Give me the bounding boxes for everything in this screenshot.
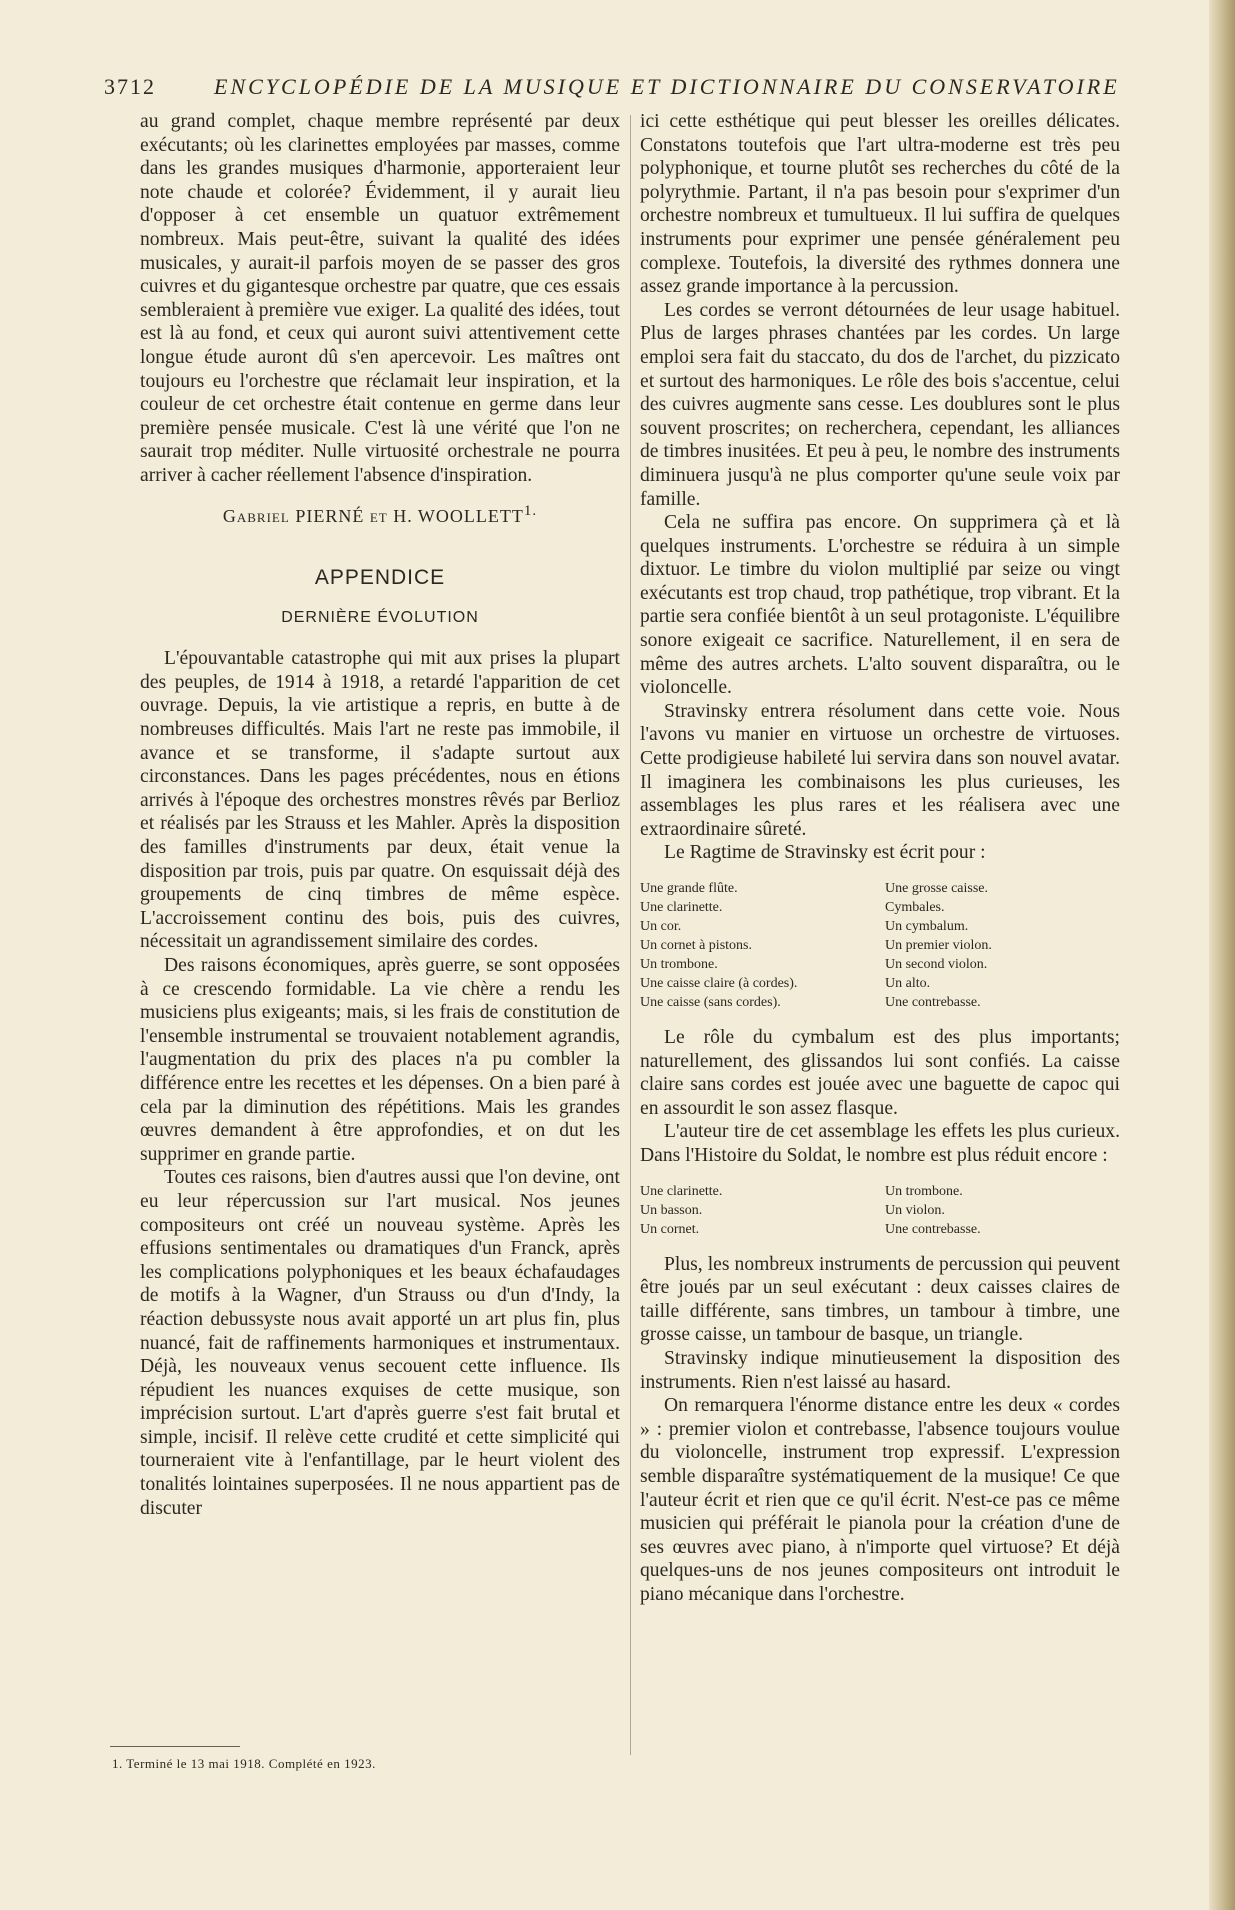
list-item: Un premier violon. [885, 938, 992, 953]
paragraph: On remarquera l'énorme distance entre les deux « cordes » : premier violon et contrebasse, l'absence toujours voulue du violoncelle, instrument trop expressif. L'expression semble disparaître systématiquement de la musique! Ce que l'auteur écrit et rien que ce qu'il écrit. N'est-ce pas ce même musicien qui préférait le pianola pour la création d'une de ses œuvres avec piano, à n'importe quel virtuose? Et déjà quelques-uns de nos jeunes compositeurs ont introduit le piano mécanique dans l'orchestre. [640, 1395, 1120, 1605]
appendix-title: APPENDICE [314, 566, 446, 590]
paragraph: Cela ne suffira pas encore. On supprimera çà et là quelques instruments. L'orchestre se réduira à un simple dixtuor. Le timbre du violon multiplié par seize ou vingt exécutants est trop chaud, trop pathétique, trop vibrant. Et la partie sera confiée bientôt à un seul protagoniste. L'équilibre sonore exigeait ce sacrifice. Naturellement, il en sera de même des autres archets. L'alto souvent disparaîtra, ou le violoncelle. [640, 512, 1120, 699]
list-item: Une contrebasse. [885, 1221, 981, 1237]
list-item: Un cornet à pistons. [640, 938, 752, 953]
paragraph: Des raisons économiques, après guerre, se sont opposées à ce crescendo formidable. La vie chère a rendu les musiciens plus exigeants; mais, si les frais de constitution de l'ensemble instrumental se trouvaient notablement agrandis, l'augmentation du prix des places n'a pu combler la différence entre les recettes et les dépenses. On a bien paré à cela par la diminution des répétitions. Mais les grandes œuvres demandent à être approfondies, et on dut les supprimer en grande partie. [140, 955, 620, 1165]
left-column [140, 110, 620, 1520]
list-item: Une clarinette. [640, 900, 723, 915]
signature-prefix: Gabriel [222, 505, 290, 526]
page-header [104, 70, 1120, 104]
list-item: Une grosse caisse. [885, 881, 989, 896]
appendix-subtitle: DERNIÈRE ÉVOLUTION [281, 608, 479, 626]
author-signature [140, 500, 620, 529]
column-divider [630, 115, 631, 1755]
paragraph: Toutes ces raisons, bien d'autres aussi que l'on devine, ont eu leur répercussion sur l'art musical. Nos jeunes compositeurs ont créé un nouveau système. Après les effusions sentimentales ou dramatiques d'un Franck, après les complications polyphoniques et les beaux échafaudages de motifs à la Wagner, d'un Strauss ou d'un d'Indy, la réaction debussyste nous avait apporté un art plus fin, plus nuancé, fait de raffinements harmoniques et instrumentaux. Déjà, les nouveaux venus secouent cette influence. Ils répudient les nuances exquises de cette musique, son imprécision surtout. L'art d'après guerre s'est fait brutal et simple, incisif. Il relève cette crudité et cette simplicité qui tourneraient vite à l'enfantillage, par le heurt violent des tonalités lointaines superposées. Il ne nous appartient pas de discuter [140, 1167, 620, 1519]
paragraph: Stravinsky indique minutieusement la disposition des instruments. Rien n'est laissé au hasard. [640, 1347, 1120, 1393]
list-item: Cymbales. [885, 900, 945, 915]
paragraph: L'épouvantable catastrophe qui mit aux prises la plupart des peuples, de 1914 à 1918, a retardé l'apparition de cet ouvrage. Depuis, la vie artistique a repris, en butte à de nombreuses difficultés. Mais l'art ne reste pas immobile, il avance et se transforme, il s'adapte surtout aux circonstances. Dans les pages précédentes, nous en étions arrivés à l'époque des orchestres monstres rêvés par Berlioz et réalisés par les Strauss et les Mahler. Après la disposition des familles d'instruments par deux, était venue la disposition par trois, puis par quatre. On esquissait déjà des groupements de cinq timbres de même espèce. L'accroissement continu des bois, puis des cuivres, nécessitait un agrandissement similaire des cordes. [140, 648, 620, 953]
signature-name-1: PIERNÉ [295, 505, 365, 526]
list-item: Une grande flûte. [640, 881, 738, 896]
signature-et: et [369, 505, 388, 526]
list-item: Une caisse (sans cordes). [640, 995, 781, 1010]
ragtime-instrument-list [640, 879, 1120, 1012]
list-item: Un trombone. [885, 1183, 963, 1199]
paragraph: Le rôle du cymbalum est des plus importants; naturellement, des glissandos lui sont confiés. La caisse claire sans cordes est jouée avec une baguette de capoc qui en assourdit le son assez flasque. [640, 1027, 1120, 1119]
paragraph: Stravinsky entrera résolument dans cette voie. Nous l'avons vu manier en virtuose un orchestre de virtuoses. Cette prodigieuse habileté lui servira dans son nouvel avatar. Il imaginera les combinaisons les plus curieuses, les assemblages les plus rares et les réalisera avec une extraordinaire sûreté. [640, 700, 1120, 840]
running-title: ENCYCLOPÉDIE DE LA MUSIQUE ET DICTIONNAIRE DU CONSERVATOIRE [214, 74, 1120, 99]
list-item: Une caisse claire (à cordes). [640, 976, 798, 991]
list-item: Un trombone. [640, 957, 718, 972]
footnote: 1. Terminé le 13 mai 1918. Complété en 1923. [112, 1756, 376, 1771]
paragraph: au grand complet, chaque membre représenté par deux exécutants; où les clarinettes employées par masses, comme dans les grandes musiques d'harmonie, apporteraient leur note chaude et colorée? Évidemment, il y aurait lieu d'opposer à cet ensemble un quatuor extrêmement nombreux. Mais peut-être, suivant la qualité des idées musicales, y aurait-il parfois moyen de se passer des gros cuivres et du gigantesque orchestre par quatre, que ces essais sembleraient à première vue exiger. La qualité des idées, tout est là au fond, et ceux qui auront suivi attentivement cette longue étude auront dû s'en apercevoir. Les maîtres ont toujours eu l'orchestre que réclamait leur inspiration, et la couleur de cet orchestre était contenue en germe dans leur première pensée musicale. C'est là une vérité que l'on ne saurait trop méditer. Nulle virtuosité orchestrale ne pourra arriver à cacher réellement l'absence d'inspiration. [140, 111, 620, 486]
list-item: Une clarinette. [640, 1183, 723, 1199]
signature-name-2: H. WOOLLETT [393, 505, 524, 526]
right-column [640, 110, 1120, 1606]
paragraph: L'auteur tire de cet assemblage les effets les plus curieux. Dans l'Histoire du Soldat, le nombre est plus réduit encore : [640, 1121, 1120, 1166]
page-edge [1209, 0, 1235, 1910]
paragraph: ici cette esthétique qui peut blesser les oreilles délicates. Constatons toutefois que l'art ultra-moderne est très peu polyphonique, et tourne plutôt ses recherches du côté de la polyrythmie. Partant, il n'a pas besoin pour s'exprimer d'un orchestre nombreux et tumultueux. Il lui suffira de quelques instruments pour exprimer une pensée généralement peu complexe. Toutefois, la diversité des rythmes donnera une assez grande importance à la percussion. [640, 111, 1120, 298]
soldat-instrument-list [640, 1182, 1120, 1239]
list-item: Un second violon. [885, 957, 988, 972]
list-item: Un alto. [885, 976, 931, 991]
page-number: 3712 [104, 74, 156, 99]
paragraph: Le Ragtime de Stravinsky est écrit pour : [664, 842, 986, 864]
footnote-rule [110, 1746, 240, 1747]
list-item: Un cymbalum. [885, 919, 969, 934]
paragraph: Plus, les nombreux instruments de percussion qui peuvent être joués par un seul exécutant : deux caisses claires de taille différente, sans timbres, un tambour à timbre, une grosse caisse, un tambour de basque, un triangle. [640, 1253, 1120, 1346]
list-item: Une contrebasse. [885, 995, 981, 1010]
list-item: Un violon. [885, 1202, 945, 1218]
list-item: Un basson. [640, 1202, 703, 1218]
list-item: Un cornet. [640, 1221, 700, 1237]
footnote-ref: 1. [523, 502, 538, 519]
paragraph: Les cordes se verront détournées de leur usage habituel. Plus de larges phrases chantées par les cordes. Un large emploi sera fait du staccato, du dos de l'archet, du pizzicato et surtout des harmoniques. Le rôle des bois s'accentue, celui des cuivres augmente sans cesse. Les doublures sont le plus souvent proscrites; on recherchera, cependant, les alliances de timbres inusitées. Et peu à peu, le nombre des instruments diminuera jusqu'à ne plus comporter qu'une seule voix par famille. [640, 299, 1120, 510]
list-item: Un cor. [640, 919, 682, 934]
